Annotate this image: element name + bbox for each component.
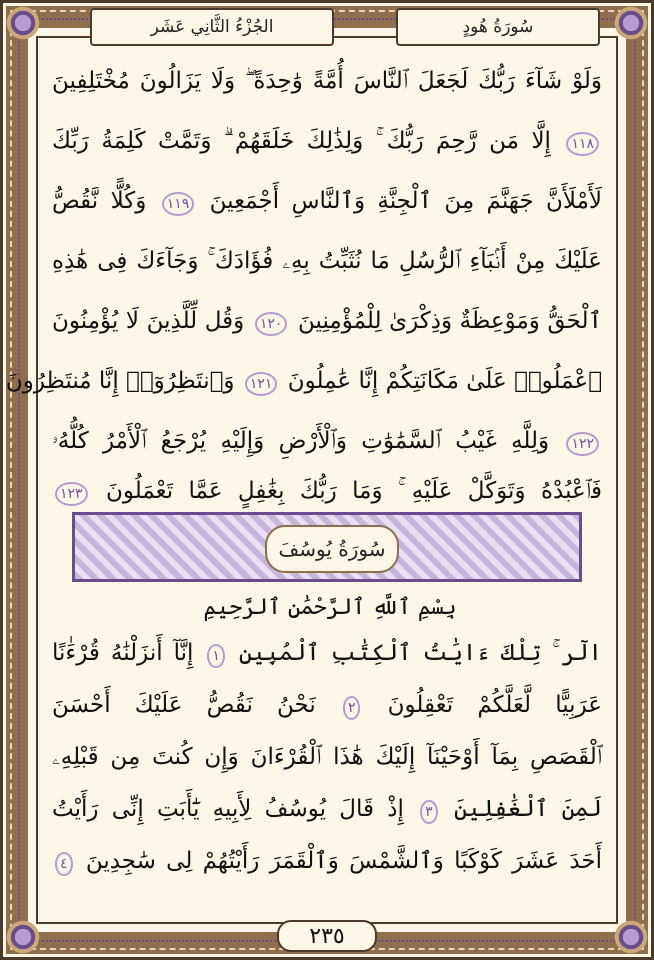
ayah-marker: ١	[207, 644, 225, 668]
ayah-marker: ١٢١	[245, 372, 278, 396]
verse-line: ٱلْحَقُّ وَمَوْعِظَةٌ وَذِكْرَىٰ لِلْمُؤْمِنِينَ ١٢٠ وَقُل لِّلَّذِينَ لَا يُؤْمِنُونَ	[52, 308, 602, 334]
verse-line: فَٱعْبُدْهُ وَتَوَكَّلْ عَلَيْهِ ۚ وَمَا رَبُّكَ بِغَٰفِلٍ عَمَّا تَعْمَلُونَ ١٢٣	[52, 466, 602, 516]
verse-line: عَرَبِيًّا لَّعَلَّكُمْ تَعْقِلُونَ ٢ نَحْنُ نَقُصُّ عَلَيْكَ أَحْسَنَ	[52, 692, 603, 718]
corner-ornament-icon	[4, 4, 42, 42]
verse-line: وَلَوْ شَآءَ رَبُّكَ لَجَعَلَ ٱلنَّاسَ أُمَّةً وَٰحِدَةً ۖ وَلَا يَزَالُونَ مُخْتَلِفِينَ	[52, 68, 602, 94]
basmala: بِسْمِ ٱللَّهِ ٱلرَّحْمَٰنِ ٱلرَّحِيمِ	[203, 595, 457, 620]
verse-line: عَلَيْكَ مِنْ أَنۢبَآءِ ٱلرُّسُلِ مَا نُثَبِّتُ بِهِۦ فُؤَادَكَ ۚ وَجَآءَكَ فِى هَٰذِهِ	[52, 248, 602, 274]
corner-ornament-icon	[612, 4, 650, 42]
verse-line: ١١٨ إِلَّا مَن رَّحِمَ رَبُّكَ ۚ وَلِذَٰلِكَ خَلَقَهُمْ ۗ وَتَمَّتْ كَلِمَةُ رَبِّكَ	[52, 116, 602, 166]
ayah-marker: ١٢٢	[566, 432, 599, 456]
verse-line: لَأَمْلَأَنَّ جَهَنَّمَ مِنَ ٱلْجِنَّةِ وَٱلنَّاسِ أَجْمَعِينَ ١١٩ وَكُلًّا نَّقُصُّ	[52, 188, 603, 214]
ayah-marker: ١١٩	[162, 192, 195, 216]
verse-line: ١٢٢ وَلِلَّهِ غَيْبُ ٱلسَّمَٰوَٰتِ وَٱلْأَرْضِ وَإِلَيْهِ يُرْجَعُ ٱلْأَمْرُ كُلُّهُۥ	[52, 416, 602, 466]
ayah-marker: ٢	[343, 696, 361, 720]
verse-line: ٱلْقَصَصِ بِمَآ أَوْحَيْنَآ إِلَيْكَ هَٰذَا ٱلْقُرْءَانَ وَإِن كُنتَ مِن قَبْلِهِۦ	[52, 744, 602, 770]
ayah-marker: ١١٨	[566, 132, 599, 156]
verse-line: لَمِنَ ٱلْغَٰفِلِينَ ٣ إِذْ قَالَ يُوسُفُ لِأَبِيهِ يَٰٓأَبَتِ إِنِّى رَأَيْتُ	[52, 796, 602, 822]
ayah-marker: ٣	[420, 800, 438, 824]
verse-line: أَحَدَ عَشَرَ كَوْكَبًا وَٱلشَّمْسَ وَٱلْقَمَرَ رَأَيْتُهُمْ لِى سَٰجِدِينَ ٤	[52, 836, 602, 886]
surah-title: سُورَةُ يُوسُفَ	[265, 525, 399, 573]
verse-line: الٓر ۚ تِلْكَ ءَايَٰتُ ٱلْكِتَٰبِ ٱلْمُبِينِ ١ إِنَّآ أَنزَلْنَٰهُ قُرْءَٰنًا	[52, 640, 603, 666]
juz-label: الجُزْءُ الثَّانِي عَشَر	[90, 8, 334, 46]
surah-banner	[72, 512, 582, 582]
verse-line: ٱعْمَلُوا۟ عَلَىٰ مَكَانَتِكُمْ إِنَّا عَٰمِلُونَ ١٢١ وَٱنتَظِرُوٓا۟ إِنَّا مُنتَظِرُونَ	[5, 368, 602, 394]
ayah-marker: ١٢٠	[255, 312, 288, 336]
corner-ornament-icon	[4, 918, 42, 956]
surah-header-label: سُورَةُ هُودٍ	[396, 8, 600, 46]
page-number: ٢٣٥	[277, 920, 377, 952]
ayah-marker: ٤	[55, 852, 73, 876]
ayah-marker: ١٢٣	[55, 482, 88, 506]
corner-ornament-icon	[612, 918, 650, 956]
